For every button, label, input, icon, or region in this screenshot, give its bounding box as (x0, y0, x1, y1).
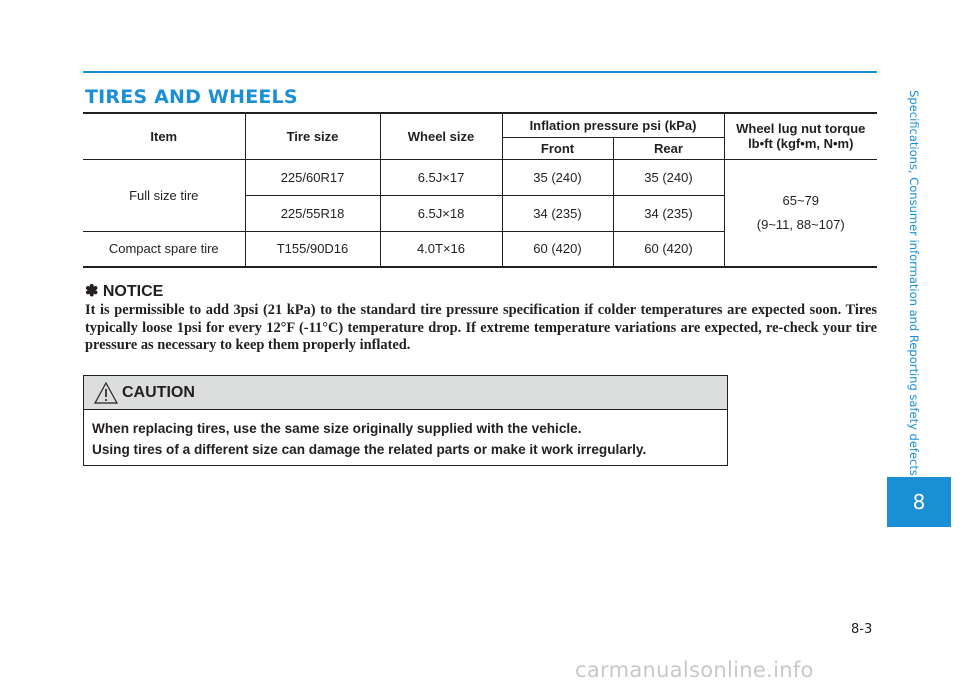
header-rear: Rear (613, 137, 724, 159)
tire-size-cell: 225/55R18 (245, 195, 380, 231)
caution-box (83, 375, 728, 466)
notice-heading: ✽ NOTICE (85, 283, 164, 300)
wheel-size-cell: 4.0T×16 (380, 231, 502, 267)
front-pressure-cell: 35 (240) (502, 159, 613, 195)
tire-size-cell: 225/60R17 (245, 159, 380, 195)
rear-pressure-cell: 34 (235) (613, 195, 724, 231)
lug-value-line1: 65~79 (782, 192, 819, 208)
front-pressure-cell: 34 (235) (502, 195, 613, 231)
header-tire-size: Tire size (245, 113, 380, 159)
caution-heading: CAUTION (122, 383, 195, 401)
header-inflation: Inflation pressure psi (kPa) (502, 113, 724, 137)
caution-header (84, 376, 727, 410)
header-lug-line1: Wheel lug nut torque (736, 121, 866, 137)
side-chapter-label: Specifications, Consumer information and Reporting safety defects (907, 90, 921, 476)
notice-body: It is permissible to add 3psi (21 kPa) to the standard tire pressure specification if colder temperatures are expected soon. Tires typically loose 1psi for every 12°F (-11°C) temperature drop. If extreme temperature variations are expected, re-check your tire pressure as necessary to keep them properly inflated. (85, 302, 877, 353)
tire-size-cell: T155/90D16 (245, 231, 380, 267)
chapter-number: 8 (912, 490, 926, 514)
table-header-row (83, 113, 877, 137)
header-lug-line2: lb•ft (kgf•m, N•m) (748, 136, 854, 152)
header-front: Front (502, 137, 613, 159)
warning-triangle-icon (94, 382, 118, 404)
full-size-tire-label: Full size tire (83, 159, 245, 231)
rear-pressure-cell: 35 (240) (613, 159, 724, 195)
caution-body (84, 410, 727, 460)
lug-value-line2: (9~11, 88~107) (756, 216, 845, 232)
header-wheel-size: Wheel size (380, 113, 502, 159)
chapter-tab (887, 477, 951, 527)
caution-line1: When replacing tires, use the same size originally supplied with the vehicle. (92, 421, 582, 436)
compact-spare-tire-label: Compact spare tire (83, 231, 245, 267)
wheel-size-cell: 6.5J×18 (380, 195, 502, 231)
section-title: TIRES AND WHEELS (85, 86, 298, 108)
caution-line2: Using tires of a different size can damage the related parts or make it work irregularly. (92, 442, 647, 457)
lug-torque-value (724, 159, 877, 267)
table-row (83, 159, 877, 195)
page-number: 8-3 (851, 622, 873, 637)
front-pressure-cell: 60 (420) (502, 231, 613, 267)
wheel-size-cell: 6.5J×17 (380, 159, 502, 195)
header-lug-torque (724, 113, 877, 159)
watermark: carmanualsonline.info (575, 658, 814, 682)
header-item: Item (83, 113, 245, 159)
tire-spec-table (83, 112, 877, 268)
rear-pressure-cell: 60 (420) (613, 231, 724, 267)
top-rule (83, 71, 877, 73)
side-chapter-text (904, 88, 924, 478)
